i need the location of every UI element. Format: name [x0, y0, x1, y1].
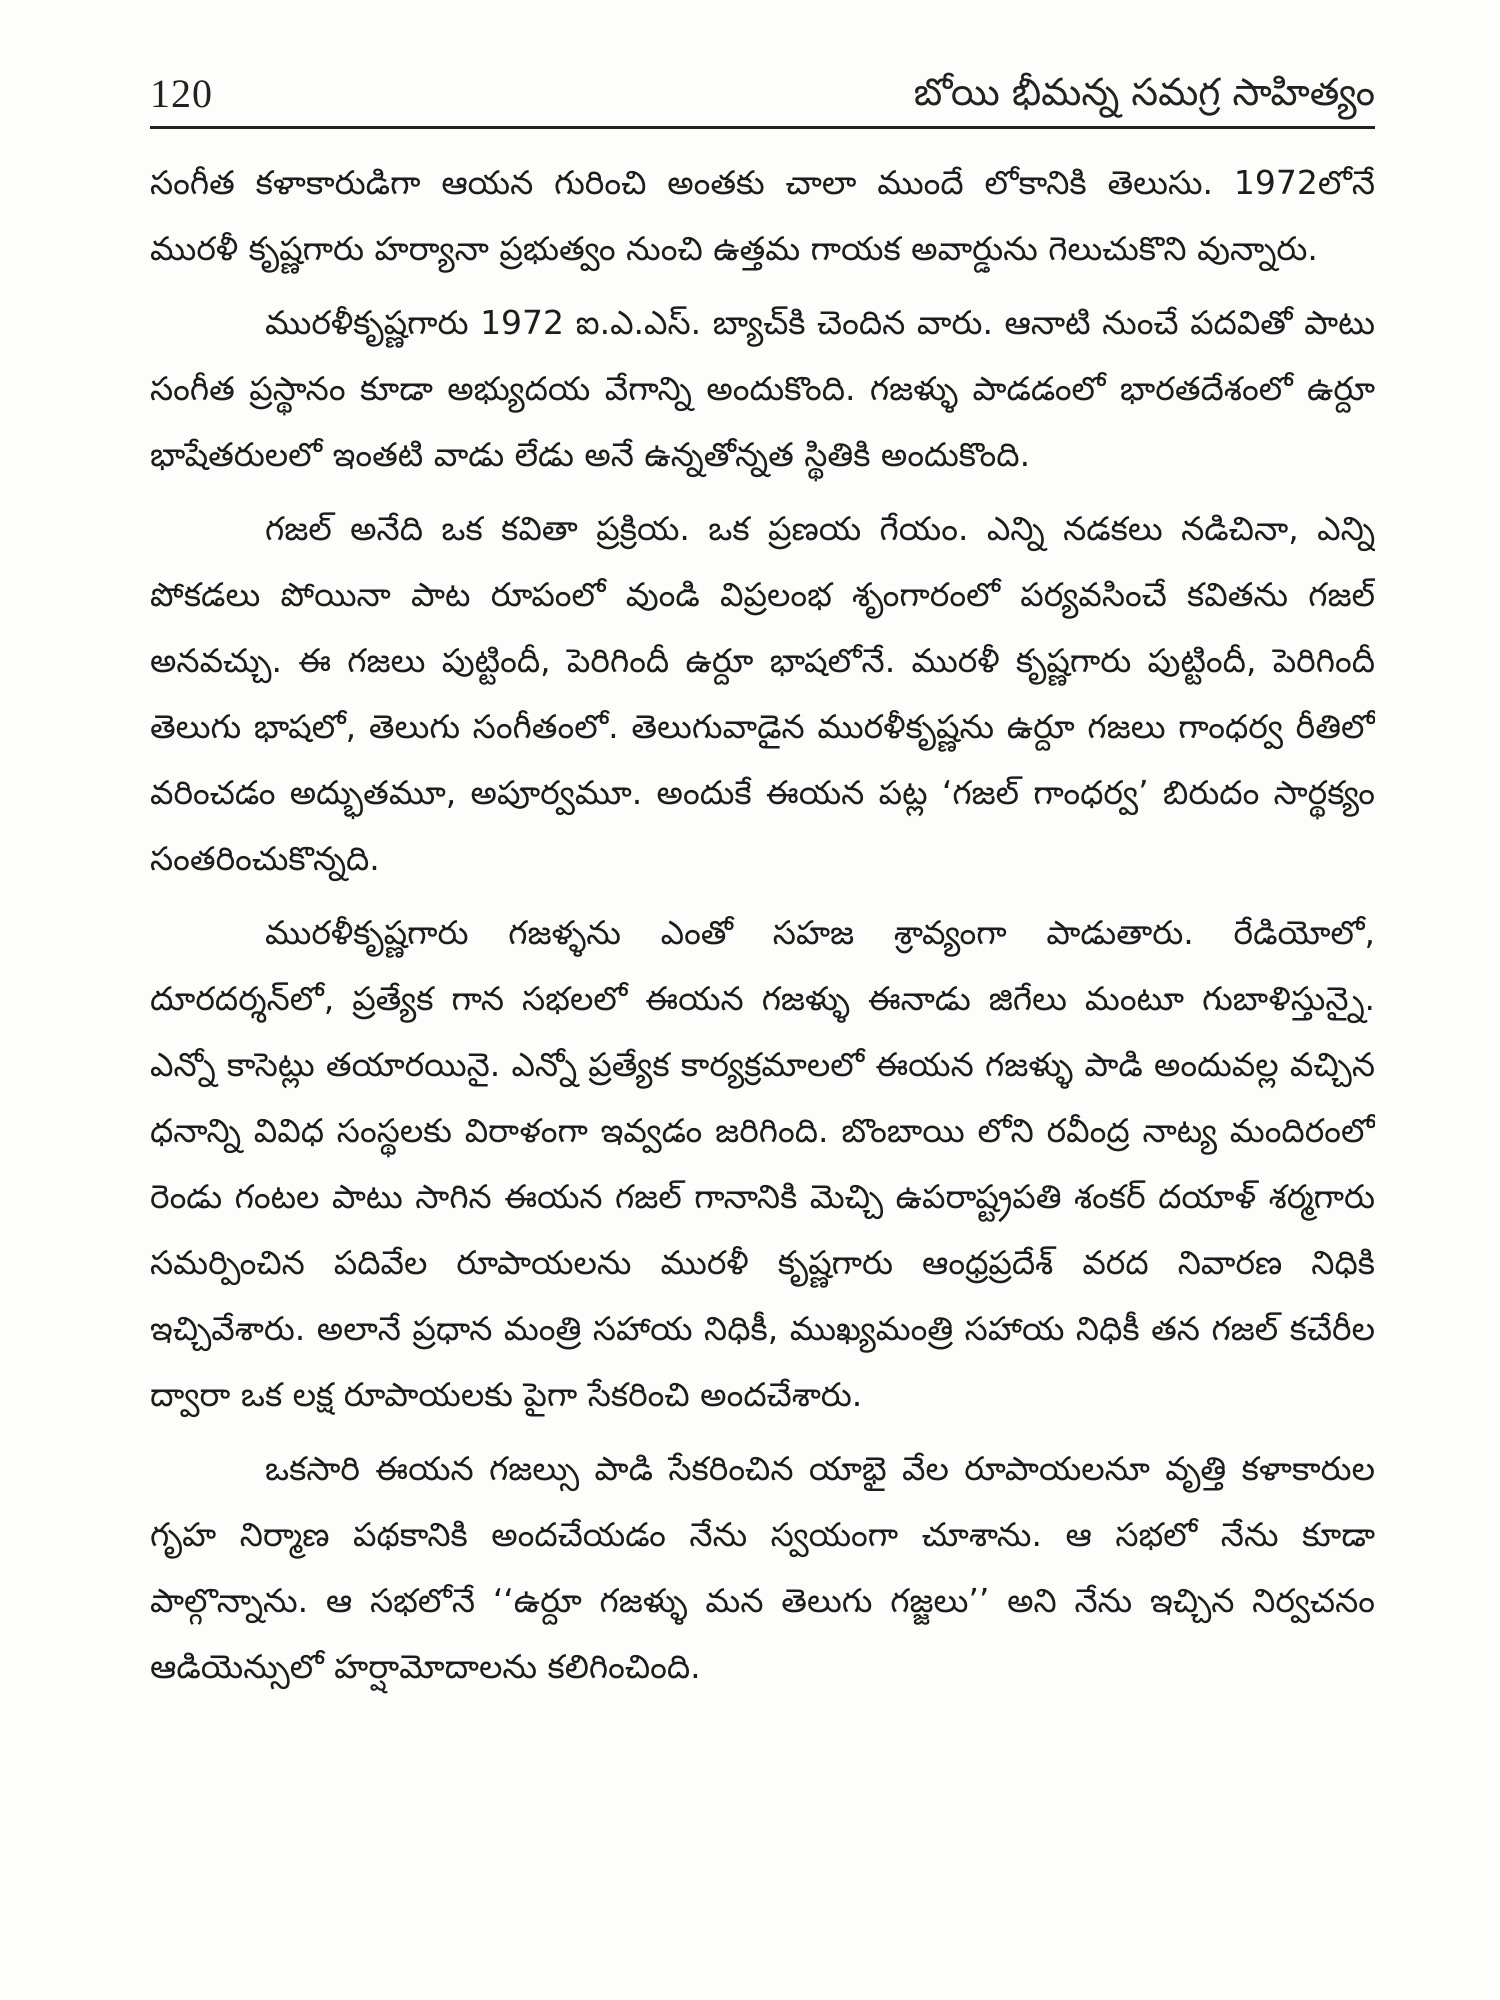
paragraph-3: గజల్ అనేది ఒక కవితా ప్రక్రియ. ఒక ప్రణయ గేయం. ఎన్ని నడకలు నడిచినా, ఎన్ని పోకడలు పోయినా పాట రూపంలో వుండి విప్రలంభ శృంగారంలో పర్యవసించే కవితను గజల్ అనవచ్చు. ఈ గజలు పుట్టిందీ, పెరిగిందీ ఉర్దూ భాషలోనే. మురళీ కృష్ణగారు పుట్టిందీ, పెరిగిందీ తెలుగు భాషలో, తెలుగు సంగీతంలో. తెలుగువాడైన మురళీకృష్ణను ఉర్దూ గజలు గాంధర్వ రీతిలో వరించడం అద్భుతమూ, అపూర్వమూ. అందుకే ఈయన పట్ల ‘గజల్ గాంధర్వ’ బిరుదం సార్థక్యం సంతరించుకొన్నది.: [150, 509, 1375, 878]
paragraph-5: ఒకసారి ఈయన గజల్సు పాడి సేకరించిన యాభై వేల రూపాయలనూ వృత్తి కళాకారుల గృహ నిర్మాణ పథకానికి అందచేయడం నేను స్వయంగా చూశాను. ఆ సభలో నేను కూడా పాల్గొన్నాను. ఆ సభలోనే ‘‘ఉర్దూ గజళ్ళు మన తెలుగు గజ్జలు’’ అని నేను ఇచ్చిన నిర్వచనం ఆడియెన్సులో హర్షామోదాలను కలిగించింది.: [150, 1449, 1375, 1686]
paragraph-1: సంగీత కళాకారుడిగా ఆయన గురించి అంతకు చాలా ముందే లోకానికి తెలుసు. 1972లోనే మురళీ కృష్ణగారు హర్యానా ప్రభుత్వం నుంచి ఉత్తమ గాయక అవార్డును గెలుచుకొని వున్నారు.: [150, 163, 1375, 268]
page-number: 120: [150, 71, 213, 116]
running-header: [150, 62, 1375, 129]
paragraph-4: మురళీకృష్ణగారు గజళ్ళను ఎంతో సహజ శ్రావ్యంగా పాడుతారు. రేడియోలో, దూరదర్శన్‌లో, ప్రత్యేక గాన సభలలో ఈయన గజళ్ళు ఈనాడు జిగేలు మంటూ గుబాళిస్తున్నై. ఎన్నో కాసెట్లు తయారయినై. ఎన్నో ప్రత్యేక కార్యక్రమాలలో ఈయన గజళ్ళు పాడి అందువల్ల వచ్చిన ధనాన్ని వివిధ సంస్థలకు విరాళంగా ఇవ్వడం జరిగింది. బొంబాయి లోని రవీంద్ర నాట్య మందిరంలో రెండు గంటల పాటు సాగిన ఈయన గజల్ గానానికి మెచ్చి ఉపరాష్ట్రపతి శంకర్ దయాళ్ శర్మగారు సమర్పించిన పదివేల రూపాయలను మురళీ కృష్ణగారు ఆంధ్రప్రదేశ్ వరద నివారణ నిధికి ఇచ్చివేశారు. అలానే ప్రధాన మంత్రి సహాయ నిధికీ, ముఖ్యమంత్రి సహాయ నిధికీ తన గజల్ కచేరీల ద్వారా ఒక లక్ష రూపాయలకు పైగా సేకరించి అందచేశారు.: [150, 913, 1375, 1414]
book-title: బోయి భీమన్న సమగ్ర సాహిత్యం: [913, 70, 1375, 114]
body-text: [150, 150, 1375, 1950]
paragraph-2: మురళీకృష్ణగారు 1972 ఐ.ఎ.ఎస్. బ్యాచ్‌కి చెందిన వారు. ఆనాటి నుంచే పదవితో పాటు సంగీత ప్రస్థానం కూడా అభ్యుదయ వేగాన్ని అందుకొంది. గజళ్ళు పాడడంలో భారతదేశంలో ఉర్దూ భాషేతరులలో ఇంతటి వాడు లేడు అనే ఉన్నతోన్నత స్థితికి అందుకొంది.: [150, 303, 1375, 474]
